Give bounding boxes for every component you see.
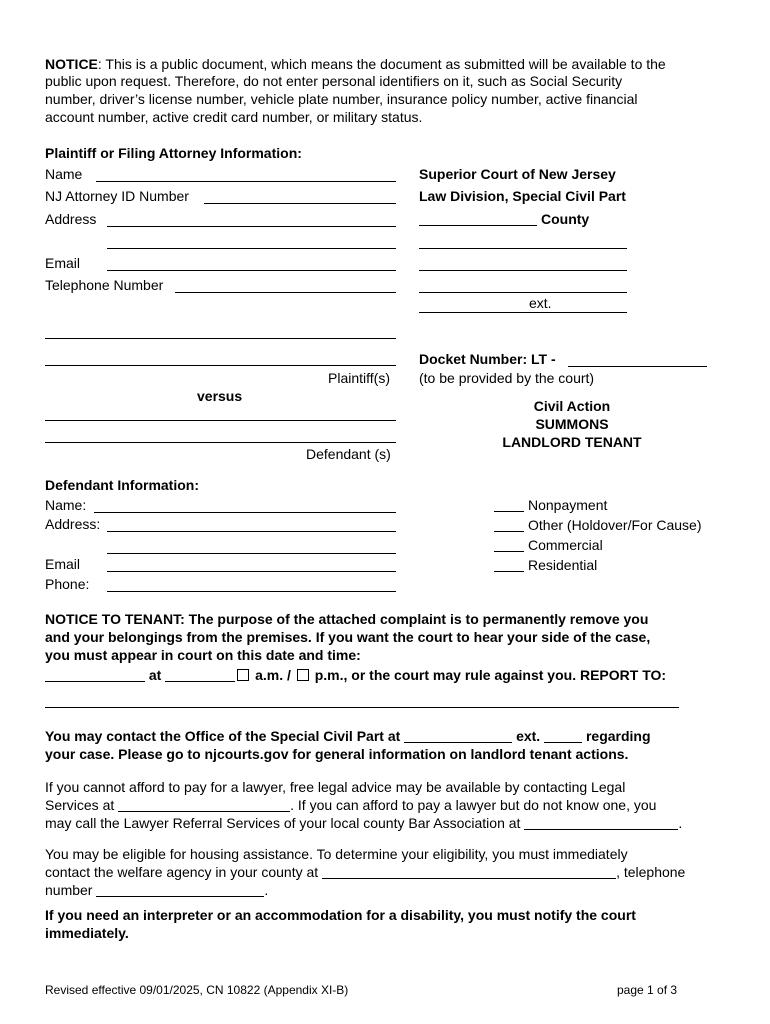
housing-line-2 xyxy=(45,864,685,881)
legal-line-2 xyxy=(45,797,656,814)
housing-line-3-period: . xyxy=(264,882,269,898)
plaintiff-name-line-2[interactable] xyxy=(45,365,396,366)
defendant-address-field-2[interactable] xyxy=(107,553,396,554)
contact-ext-label: ext. xyxy=(516,728,541,744)
lawyer-referral-text: may call the Lawyer Referral Services of your local county Bar Association at xyxy=(45,815,521,831)
welfare-phone-field[interactable] xyxy=(96,882,264,897)
case-type-commercial: Commercial xyxy=(528,537,603,553)
plaintiff-address-label: Address xyxy=(45,211,97,227)
court-phone-field[interactable] xyxy=(419,312,627,313)
contact-text: You may contact the Office of the Special Civil Part at xyxy=(45,728,401,744)
welfare-agency-field[interactable] xyxy=(322,864,616,879)
court-address-field-1[interactable] xyxy=(419,248,627,249)
county-field[interactable] xyxy=(419,225,537,226)
contact-line-2: your case. Please go to njcourts.gov for general information on landlord tenant actions. xyxy=(45,746,629,762)
time-field[interactable] xyxy=(165,667,235,682)
plaintiff-address-field-1[interactable] xyxy=(107,226,396,227)
legal-line-2-text: . If you can afford to pay a lawyer but do not know one, you xyxy=(290,797,657,813)
defendant-address-label: Address: xyxy=(45,516,101,532)
case-type-residential: Residential xyxy=(528,557,598,573)
housing-number-label: number xyxy=(45,882,93,898)
pm-checkbox[interactable] xyxy=(297,669,309,681)
plaintiff-email-field[interactable] xyxy=(107,270,396,271)
court-division: Law Division, Special Civil Part xyxy=(419,188,626,204)
plaintiff-name-field[interactable] xyxy=(96,181,396,182)
civil-action-label: Civil Action xyxy=(533,398,611,414)
nonpayment-blank[interactable] xyxy=(494,511,524,512)
tenant-notice-line-3: you must appear in court on this date and time: xyxy=(45,647,361,663)
contact-line-1 xyxy=(45,728,651,745)
summons-label: SUMMONS xyxy=(535,416,609,432)
defendant-name-line-1[interactable] xyxy=(45,420,396,421)
attorney-id-label: NJ Attorney ID Number xyxy=(45,188,189,204)
plaintiffs-label: Plaintiff(s) xyxy=(328,370,390,386)
court-address-field-2[interactable] xyxy=(419,270,627,271)
housing-line-1: You may be eligible for housing assistance. To determine your eligibility, you must immediately xyxy=(45,846,628,862)
plaintiff-telephone-field[interactable] xyxy=(175,292,396,293)
public-notice xyxy=(45,56,666,73)
legal-line-3-period: . xyxy=(678,815,683,831)
revision-footer: Revised effective 09/01/2025, CN 10822 (Appendix XI-B) xyxy=(45,983,349,997)
housing-line-3 xyxy=(45,882,268,899)
at-label: at xyxy=(148,667,162,683)
commercial-blank[interactable] xyxy=(494,551,524,552)
tenant-notice-line-2: and your belongings from the premises. If you want the court to hear your side of the case, xyxy=(45,629,651,645)
county-label: County xyxy=(541,211,590,227)
interpreter-line-1: If you need an interpreter or an accommodation for a disability, you must notify the court xyxy=(45,907,636,923)
residential-blank[interactable] xyxy=(494,571,524,572)
plaintiff-name-line-1[interactable] xyxy=(45,338,396,339)
other-blank[interactable] xyxy=(494,531,524,532)
plaintiff-email-label: Email xyxy=(45,255,81,271)
docket-label: Docket Number: LT - xyxy=(419,351,556,367)
office-ext-field[interactable] xyxy=(544,728,582,743)
docket-number-field[interactable] xyxy=(568,366,707,367)
legal-services-field[interactable] xyxy=(118,797,290,812)
notice-text: : This is a public document, which means the document as submitted will be available to the xyxy=(97,56,666,72)
tenant-notice-line-1: NOTICE TO TENANT: The purpose of the attached complaint is to permanently remove you xyxy=(45,611,649,627)
defendant-heading: Defendant Information: xyxy=(45,477,199,493)
plaintiff-name-label: Name xyxy=(45,166,83,182)
defendant-address-field-1[interactable] xyxy=(107,531,396,532)
docket-note: (to be provided by the court) xyxy=(419,370,595,386)
office-phone-field[interactable] xyxy=(404,728,512,743)
notice-line-4: account number, active credit card number, or military status. xyxy=(45,109,423,125)
court-address-field-3[interactable] xyxy=(419,292,627,293)
am-checkbox[interactable] xyxy=(237,669,249,681)
defendants-label: Defendant (s) xyxy=(306,446,391,462)
defendant-name-field[interactable] xyxy=(94,512,396,513)
notice-line-2: public upon request. Therefore, do not enter personal identifiers on it, such as Social Security xyxy=(45,73,623,89)
am-label: a.m. / xyxy=(255,667,291,683)
court-name: Superior Court of New Jersey xyxy=(419,166,616,182)
versus-label: versus xyxy=(197,388,243,404)
plaintiff-telephone-label: Telephone Number xyxy=(45,277,164,293)
contact-regarding: regarding xyxy=(585,728,651,744)
report-to-field[interactable] xyxy=(45,707,679,708)
plaintiff-heading: Plaintiff or Filing Attorney Information: xyxy=(45,145,302,161)
defendant-name-line-2[interactable] xyxy=(45,442,396,443)
attorney-id-field[interactable] xyxy=(204,203,396,204)
notice-line-3: number, driver’s license number, vehicle plate number, insurance policy number, active financial xyxy=(45,91,638,107)
case-type-other: Other (Holdover/For Cause) xyxy=(528,517,702,533)
defendant-email-field[interactable] xyxy=(107,571,396,572)
appearance-line xyxy=(45,667,666,684)
case-type-nonpayment: Nonpayment xyxy=(528,497,608,513)
lawyer-referral-field[interactable] xyxy=(524,815,678,830)
page-number: page 1 of 3 xyxy=(617,983,678,997)
welfare-agency-text: contact the welfare agency in your county at xyxy=(45,864,319,880)
legal-services-label: Services at xyxy=(45,797,115,813)
interpreter-line-2: immediately. xyxy=(45,925,129,941)
housing-telephone-text: , telephone xyxy=(616,864,686,880)
defendant-name-label: Name: xyxy=(45,497,87,513)
defendant-phone-label: Phone: xyxy=(45,576,90,592)
legal-line-3 xyxy=(45,815,682,832)
landlord-tenant-label: LANDLORD TENANT xyxy=(502,434,642,450)
court-ext-label: ext. xyxy=(529,295,552,311)
date-field[interactable] xyxy=(45,667,145,682)
defendant-phone-field[interactable] xyxy=(107,591,396,592)
plaintiff-address-field-2[interactable] xyxy=(107,248,396,249)
legal-line-1: If you cannot afford to pay for a lawyer, free legal advice may be available by contacting Legal xyxy=(45,779,626,795)
defendant-email-label: Email xyxy=(45,556,81,572)
pm-label: p.m., or the court may rule against you. REPORT TO: xyxy=(314,667,667,683)
notice-label: NOTICE xyxy=(45,56,98,72)
